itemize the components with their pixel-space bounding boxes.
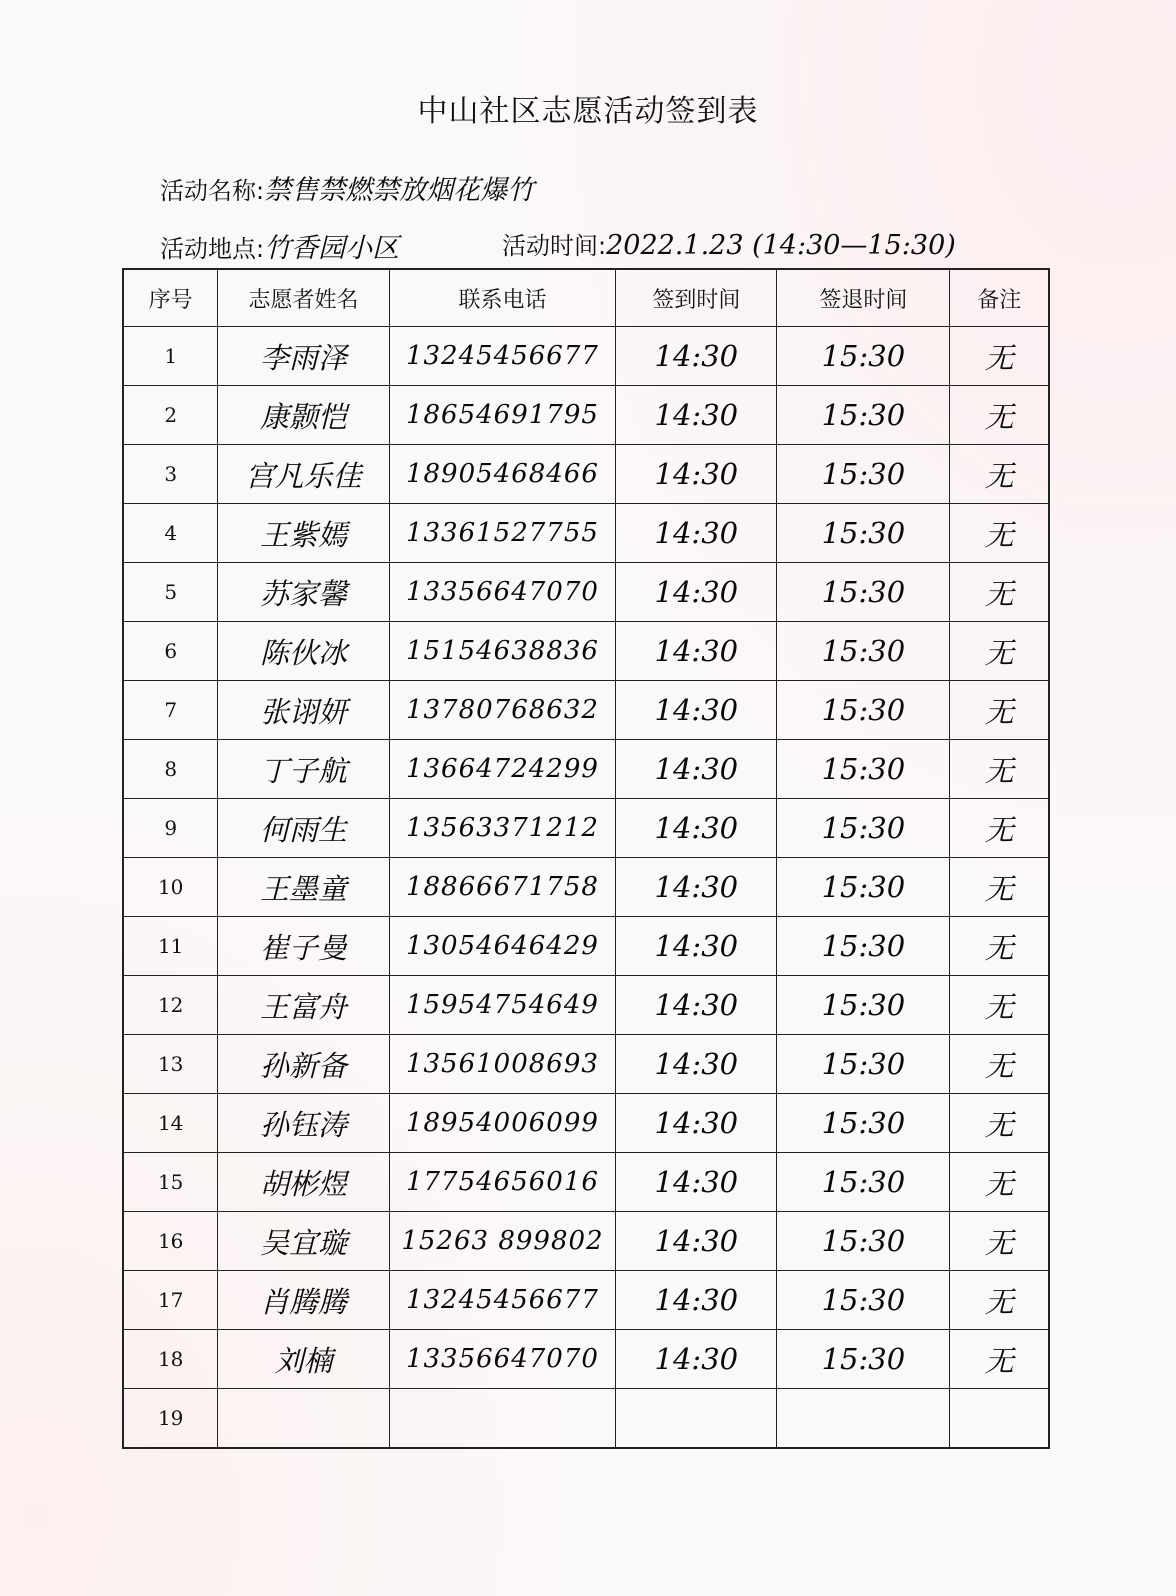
cell-name: 孙新备 (218, 1035, 389, 1094)
cell-name: 苏家馨 (218, 563, 389, 622)
header-name: 志愿者姓名 (218, 269, 389, 327)
cell-phone (389, 1389, 616, 1449)
page-title: 中山社区志愿活动签到表 (417, 94, 759, 129)
cell-signout-time: 15:30 (777, 504, 950, 563)
cell-signout-time: 15:30 (777, 445, 950, 504)
cell-signin-time: 14:30 (616, 1330, 777, 1389)
cell-no: 7 (123, 681, 218, 740)
cell-note (950, 1389, 1049, 1449)
cell-phone: 15954754649 (389, 976, 616, 1035)
table-row (123, 1330, 1049, 1389)
header-no: 序号 (123, 269, 218, 327)
cell-no: 9 (123, 799, 218, 858)
table-row (123, 917, 1049, 976)
activity-place-label: 活动地点: (160, 235, 265, 263)
cell-name: 王紫嫣 (218, 504, 389, 563)
cell-name: 肖腾腾 (218, 1271, 389, 1330)
cell-note: 无 (950, 681, 1049, 740)
header-signin-time: 签到时间 (616, 269, 777, 327)
cell-signout-time: 15:30 (777, 917, 950, 976)
cell-name: 康颢恺 (218, 386, 389, 445)
cell-phone: 17754656016 (389, 1153, 616, 1212)
table-row (123, 1271, 1049, 1330)
cell-name: 张诩妍 (218, 681, 389, 740)
table-row (123, 1035, 1049, 1094)
table-row (123, 1094, 1049, 1153)
cell-no: 16 (123, 1212, 218, 1271)
cell-note: 无 (950, 976, 1049, 1035)
cell-no: 2 (123, 386, 218, 445)
cell-no: 4 (123, 504, 218, 563)
table-row (123, 681, 1049, 740)
cell-signin-time: 14:30 (616, 504, 777, 563)
cell-phone: 13245456677 (389, 327, 616, 386)
cell-signout-time: 15:30 (777, 1330, 950, 1389)
cell-phone: 13356647070 (389, 563, 616, 622)
cell-signout-time: 15:30 (777, 1094, 950, 1153)
cell-signin-time: 14:30 (616, 445, 777, 504)
table-row (123, 504, 1049, 563)
activity-time-line (502, 226, 956, 261)
cell-signin-time: 14:30 (616, 799, 777, 858)
table-row (123, 976, 1049, 1035)
cell-name: 吴宜璇 (218, 1212, 389, 1271)
header-row (123, 269, 1049, 327)
cell-no: 11 (123, 917, 218, 976)
table-row (123, 1212, 1049, 1271)
cell-no: 14 (123, 1094, 218, 1153)
cell-signin-time (616, 1389, 777, 1449)
cell-phone: 13780768632 (389, 681, 616, 740)
cell-phone: 13563371212 (389, 799, 616, 858)
cell-signout-time (777, 1389, 950, 1449)
activity-place-value: 竹香园小区 (264, 233, 400, 264)
cell-signin-time: 14:30 (616, 327, 777, 386)
cell-note: 无 (950, 1271, 1049, 1330)
cell-signout-time: 15:30 (777, 622, 950, 681)
cell-name: 崔子曼 (218, 917, 389, 976)
cell-phone: 13561008693 (389, 1035, 616, 1094)
cell-name: 孙钰涛 (218, 1094, 389, 1153)
table-row (123, 386, 1049, 445)
cell-signout-time: 15:30 (777, 1153, 950, 1212)
cell-note: 无 (950, 740, 1049, 799)
cell-note: 无 (950, 445, 1049, 504)
cell-no: 8 (123, 740, 218, 799)
cell-note: 无 (950, 917, 1049, 976)
cell-no: 6 (123, 622, 218, 681)
table-row (123, 1389, 1049, 1449)
cell-note: 无 (950, 1153, 1049, 1212)
cell-no: 19 (123, 1389, 218, 1449)
cell-signin-time: 14:30 (616, 1212, 777, 1271)
cell-signin-time: 14:30 (616, 917, 777, 976)
header-note: 备注 (950, 269, 1049, 327)
cell-signin-time: 14:30 (616, 386, 777, 445)
activity-name-line (160, 168, 534, 207)
cell-phone: 18654691795 (389, 386, 616, 445)
cell-note: 无 (950, 1330, 1049, 1389)
header-signout-time: 签退时间 (777, 269, 950, 327)
cell-signin-time: 14:30 (616, 681, 777, 740)
cell-signout-time: 15:30 (777, 563, 950, 622)
table-row (123, 1153, 1049, 1212)
cell-signout-time: 15:30 (777, 1035, 950, 1094)
cell-signin-time: 14:30 (616, 1153, 777, 1212)
cell-name: 何雨生 (218, 799, 389, 858)
cell-no: 18 (123, 1330, 218, 1389)
cell-signin-time: 14:30 (616, 622, 777, 681)
activity-name-value: 禁售禁燃禁放烟花爆竹 (264, 175, 535, 206)
table-row (123, 740, 1049, 799)
cell-name: 胡彬煜 (218, 1153, 389, 1212)
cell-signin-time: 14:30 (616, 563, 777, 622)
cell-phone: 13361527755 (389, 504, 616, 563)
cell-phone: 18954006099 (389, 1094, 616, 1153)
cell-signin-time: 14:30 (616, 858, 777, 917)
cell-note: 无 (950, 1094, 1049, 1153)
cell-signin-time: 14:30 (616, 1271, 777, 1330)
cell-note: 无 (950, 327, 1049, 386)
cell-no: 5 (123, 563, 218, 622)
cell-signin-time: 14:30 (616, 740, 777, 799)
cell-signout-time: 15:30 (777, 681, 950, 740)
cell-note: 无 (950, 1035, 1049, 1094)
cell-name (218, 1389, 389, 1449)
cell-no: 12 (123, 976, 218, 1035)
cell-signout-time: 15:30 (777, 858, 950, 917)
cell-name: 刘楠 (218, 1330, 389, 1389)
cell-name: 宫凡乐佳 (218, 445, 389, 504)
table-row (123, 563, 1049, 622)
cell-note: 无 (950, 622, 1049, 681)
cell-no: 13 (123, 1035, 218, 1094)
header-phone: 联系电话 (389, 269, 616, 327)
cell-signout-time: 15:30 (777, 1212, 950, 1271)
cell-no: 3 (123, 445, 218, 504)
table-row (123, 799, 1049, 858)
cell-signout-time: 15:30 (777, 740, 950, 799)
cell-phone: 18866671758 (389, 858, 616, 917)
table-row (123, 622, 1049, 681)
cell-phone: 13054646429 (389, 917, 616, 976)
cell-signin-time: 14:30 (616, 1094, 777, 1153)
cell-note: 无 (950, 563, 1049, 622)
cell-no: 10 (123, 858, 218, 917)
cell-signout-time: 15:30 (777, 327, 950, 386)
cell-phone: 13245456677 (389, 1271, 616, 1330)
table-row (123, 445, 1049, 504)
cell-name: 丁子航 (218, 740, 389, 799)
cell-note: 无 (950, 1212, 1049, 1271)
cell-signout-time: 15:30 (777, 386, 950, 445)
cell-signin-time: 14:30 (616, 1035, 777, 1094)
cell-no: 17 (123, 1271, 218, 1330)
cell-no: 1 (123, 327, 218, 386)
cell-signout-time: 15:30 (777, 799, 950, 858)
cell-phone: 18905468466 (389, 445, 616, 504)
cell-phone: 13356647070 (389, 1330, 616, 1389)
cell-phone: 15263 899802 (389, 1212, 616, 1271)
table-row (123, 327, 1049, 386)
cell-note: 无 (950, 858, 1049, 917)
cell-phone: 15154638836 (389, 622, 616, 681)
signin-table (122, 268, 1050, 1449)
activity-name-label: 活动名称: (160, 177, 265, 205)
activity-time-value: 2022.1.23 (14:30—15:30) (606, 230, 956, 261)
cell-name: 李雨泽 (218, 327, 389, 386)
cell-note: 无 (950, 386, 1049, 445)
cell-name: 王富舟 (218, 976, 389, 1035)
cell-signout-time: 15:30 (777, 1271, 950, 1330)
cell-name: 王墨童 (218, 858, 389, 917)
cell-phone: 13664724299 (389, 740, 616, 799)
activity-place-line (160, 226, 399, 265)
cell-name: 陈伙冰 (218, 622, 389, 681)
cell-note: 无 (950, 504, 1049, 563)
cell-signin-time: 14:30 (616, 976, 777, 1035)
cell-no: 15 (123, 1153, 218, 1212)
cell-signout-time: 15:30 (777, 976, 950, 1035)
table-row (123, 858, 1049, 917)
cell-note: 无 (950, 799, 1049, 858)
activity-time-label: 活动时间: (502, 232, 607, 260)
